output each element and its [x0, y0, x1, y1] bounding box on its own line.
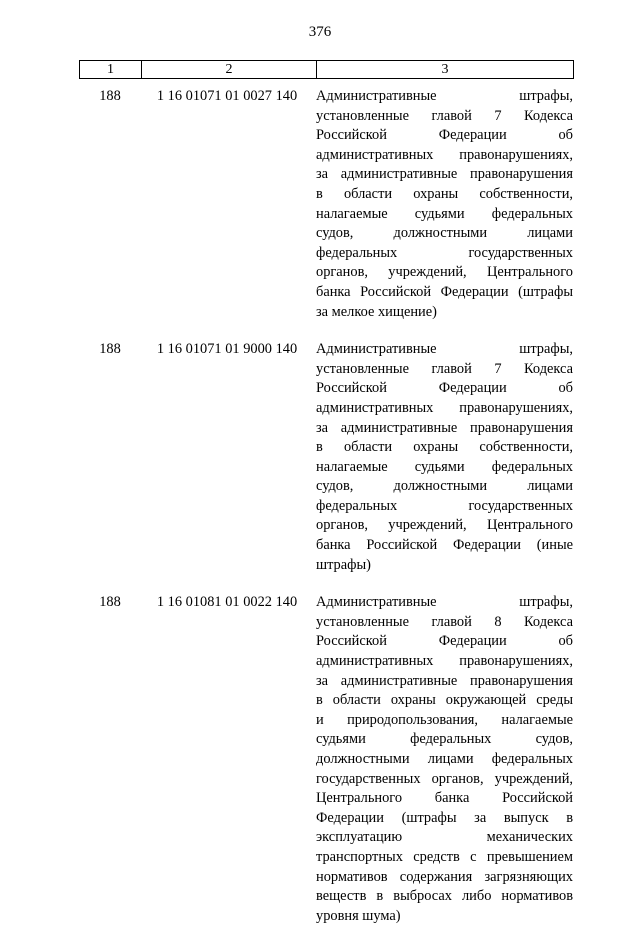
- description-line: в области охраны собственности,: [316, 439, 573, 456]
- admin-code-cell: 188: [99, 341, 121, 358]
- description-line: банка Российской Федерации (иные: [316, 537, 573, 554]
- description-line: Административные штрафы,: [316, 341, 573, 358]
- description-line: за административные правонарушения: [316, 166, 573, 183]
- description-line: эксплуатацию механических: [316, 829, 573, 846]
- description-line: Российской Федерации об: [316, 380, 573, 397]
- description-cell: [316, 87, 573, 322]
- description-line: административных правонарушениях,: [316, 399, 573, 416]
- description-line: Российской Федерации об: [316, 127, 573, 144]
- kbk-code-cell: 1 16 01071 01 0027 140: [156, 88, 298, 104]
- description-line: и природопользования, налагаемые: [316, 711, 573, 728]
- table-row: [79, 340, 573, 575]
- admin-code-cell: 188: [99, 88, 121, 104]
- description-line: государственных органов, учреждений,: [316, 770, 573, 787]
- description-line: за административные правонарушения: [316, 672, 573, 689]
- header-row: [80, 61, 574, 79]
- description-cell: [316, 340, 573, 575]
- header-col-1: 1: [80, 61, 142, 79]
- description-line: судов, должностными лицами: [316, 225, 573, 242]
- description-line: федеральных государственных: [316, 244, 573, 261]
- description-line: установленные главой 8 Кодекса: [316, 613, 573, 630]
- description-line: веществ в выбросах либо нормативов: [316, 888, 573, 905]
- description-line: банка Российской Федерации (штрафы: [316, 283, 573, 300]
- description-cell: [316, 593, 573, 926]
- kbk-code-cell: 1 16 01071 01 9000 140: [156, 341, 298, 358]
- description-line: налагаемые судьями федеральных: [316, 205, 573, 222]
- description-line: установленные главой 7 Кодекса: [316, 360, 573, 377]
- description-line: установленные главой 7 Кодекса: [316, 107, 573, 124]
- kbk-code-cell: 1 16 01081 01 0022 140: [156, 594, 298, 611]
- description-line: уровня шума): [316, 907, 401, 924]
- description-line: органов, учреждений, Центрального: [316, 264, 573, 281]
- description-line: Административные штрафы,: [316, 594, 573, 611]
- description-line: в области охраны окружающей среды: [316, 692, 573, 709]
- table-row: [79, 593, 573, 926]
- table-row: [79, 87, 573, 322]
- description-line: за мелкое хищение): [316, 303, 437, 320]
- description-line: нормативов содержания загрязняющих: [316, 868, 573, 885]
- description-line: Административные штрафы,: [316, 88, 573, 104]
- table-header: [79, 60, 574, 79]
- description-line: в области охраны собственности,: [316, 185, 573, 202]
- admin-code-cell: 188: [99, 594, 121, 611]
- header-col-2: 2: [142, 61, 317, 79]
- description-line: административных правонарушениях,: [316, 653, 573, 670]
- table-body: [79, 87, 573, 926]
- page-number: 376: [308, 24, 332, 40]
- description-line: Федерации (штрафы за выпуск в: [316, 809, 573, 826]
- description-line: Центрального банка Российской: [316, 790, 573, 807]
- description-line: налагаемые судьями федеральных: [316, 458, 573, 475]
- header-col-3: 3: [317, 61, 574, 79]
- description-line: транспортных средств с превышением: [316, 848, 573, 865]
- description-line: административных правонарушениях,: [316, 146, 573, 163]
- description-line: за административные правонарушения: [316, 419, 573, 436]
- description-line: штрафы): [316, 556, 371, 573]
- description-line: судов, должностными лицами: [316, 478, 573, 495]
- description-line: федеральных государственных: [316, 497, 573, 514]
- description-line: Российской Федерации об: [316, 633, 573, 650]
- description-line: судьями федеральных судов,: [316, 731, 573, 748]
- description-line: должностными лицами федеральных: [316, 751, 573, 767]
- description-line: органов, учреждений, Центрального: [316, 517, 573, 534]
